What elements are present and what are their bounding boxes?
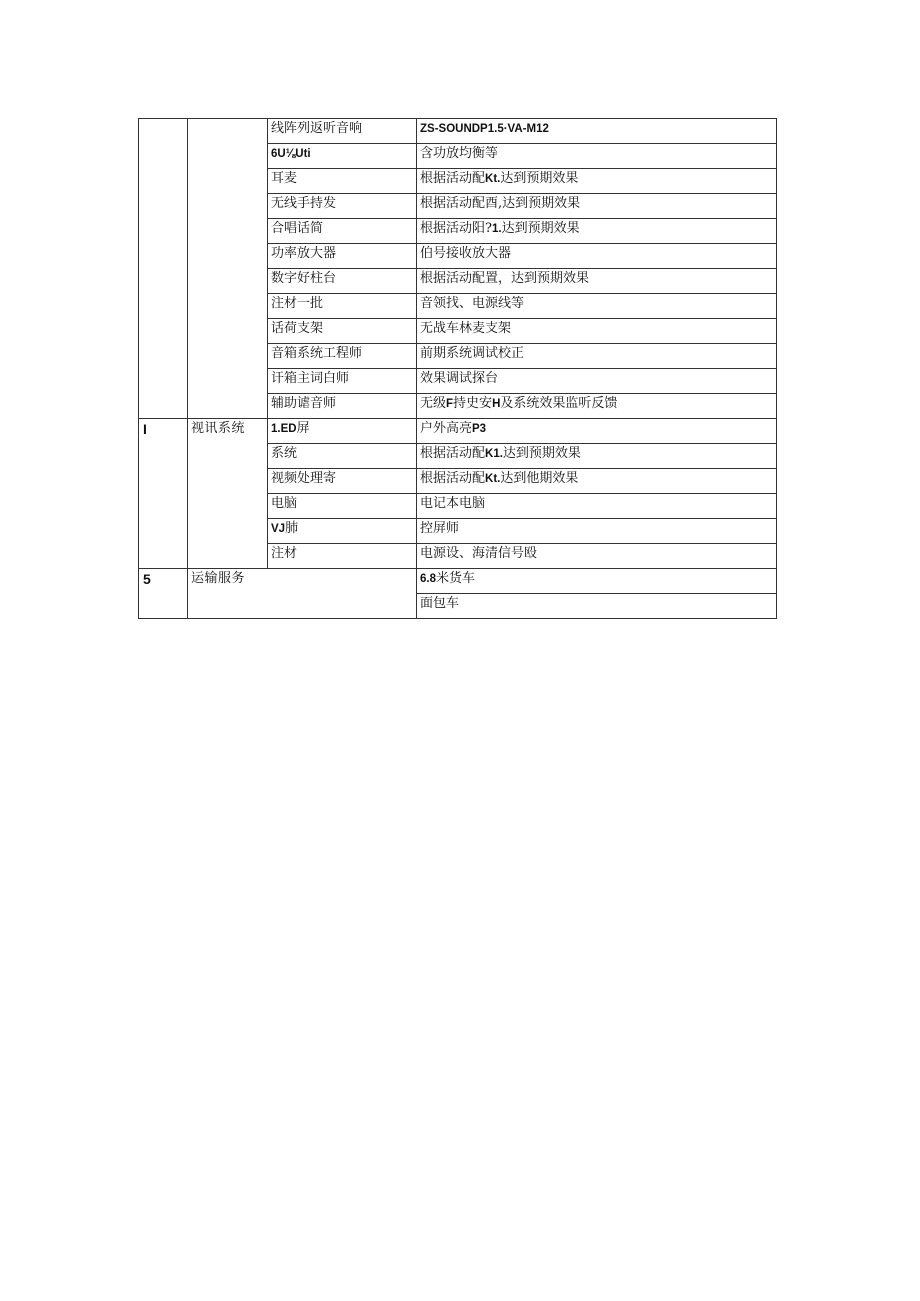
item-cell: 讦箱主词白师 [268, 369, 417, 394]
desc-bold-text: P3 [472, 423, 487, 435]
desc-text: 根据活动配 [420, 471, 486, 486]
desc-cell: 电记本电脑 [417, 494, 777, 519]
desc-cell [417, 169, 777, 194]
item-bold-text: 1.ED [271, 423, 297, 435]
desc-cell [417, 394, 777, 419]
desc-text: 户外高亮 [420, 421, 473, 436]
section-number-cell [139, 569, 188, 619]
item-cell: 视频处理寄 [268, 469, 417, 494]
desc-cell [417, 569, 777, 594]
item-cell: 数字好柱台 [268, 269, 417, 294]
section-number: I [143, 421, 147, 437]
section-category-cell: 运输服务 [188, 569, 417, 619]
desc-text: 达到预期效果 [502, 446, 581, 461]
desc-text: 达到预期效果 [501, 221, 580, 236]
desc-cell: 面包车 [417, 594, 777, 619]
item-bold-text: 6U⅛Uti [271, 148, 311, 160]
item-text: 肺 [285, 521, 299, 536]
desc-bold-text: H [492, 398, 501, 410]
desc-cell: 效果调试探台 [417, 369, 777, 394]
table-row [139, 419, 777, 444]
item-cell [268, 419, 417, 444]
item-cell: 线阵列返听音响 [268, 119, 417, 144]
desc-cell: 控屏师 [417, 519, 777, 544]
desc-text: 达到他期效果 [500, 471, 579, 486]
item-cell: 电脑 [268, 494, 417, 519]
desc-bold-text: 6.8 [420, 573, 436, 585]
desc-bold-text: K1. [485, 448, 503, 460]
item-bold-text: VJ [271, 523, 286, 535]
desc-cell: 伯号接收放大器 [417, 244, 777, 269]
desc-cell: 前期系统调试校正 [417, 344, 777, 369]
desc-bold-text: 1. [491, 223, 502, 235]
item-text: 屏 [296, 421, 310, 436]
item-cell: 音箱系统工程师 [268, 344, 417, 369]
desc-cell: 电源设、海清信号殴 [417, 544, 777, 569]
item-cell: 辅助谑音师 [268, 394, 417, 419]
number-cell [139, 119, 188, 419]
desc-bold-text: Kt. [485, 473, 501, 485]
table-row [139, 119, 777, 144]
desc-bold-text: ZS-SOUNDP1.5·VA-M12 [420, 123, 549, 135]
desc-text: 及系统效果监听反馈 [500, 396, 618, 411]
desc-cell: 根据活动配酉,达到预期效果 [417, 194, 777, 219]
desc-text: 根据活动配 [420, 446, 486, 461]
item-cell: 合唱话简 [268, 219, 417, 244]
desc-bold-text: Kt. [485, 173, 501, 185]
desc-cell [417, 444, 777, 469]
desc-text: 根据活动配 [420, 171, 486, 186]
desc-text: 米货车 [436, 571, 476, 586]
desc-cell: 音领找、电源线等 [417, 294, 777, 319]
item-cell: 注材一批 [268, 294, 417, 319]
item-cell: 耳麦 [268, 169, 417, 194]
item-cell: 功率放大器 [268, 244, 417, 269]
desc-cell: 含功放均衡等 [417, 144, 777, 169]
item-cell: 系统 [268, 444, 417, 469]
desc-text: 持史安 [453, 396, 493, 411]
desc-text: 达到预期效果 [500, 171, 579, 186]
item-cell [268, 144, 417, 169]
table-row [139, 569, 777, 594]
desc-cell: 根据活动配置，达到预期效果 [417, 269, 777, 294]
desc-bold-text: F [446, 398, 454, 410]
desc-cell [417, 119, 777, 144]
section-number: 5 [143, 571, 151, 587]
equipment-table [138, 118, 777, 619]
section-number-cell [139, 419, 188, 569]
item-cell: 注材 [268, 544, 417, 569]
desc-cell [417, 219, 777, 244]
desc-text: 根据活动阳? [420, 221, 492, 236]
item-cell: 话荷支架 [268, 319, 417, 344]
section-category-cell: 视讯系统 [188, 419, 268, 569]
desc-cell: 无战车林麦支架 [417, 319, 777, 344]
item-cell: 无线手持发 [268, 194, 417, 219]
category-cell [188, 119, 268, 419]
desc-text: 无级 [420, 396, 447, 411]
desc-cell [417, 469, 777, 494]
item-cell [268, 519, 417, 544]
desc-cell [417, 419, 777, 444]
